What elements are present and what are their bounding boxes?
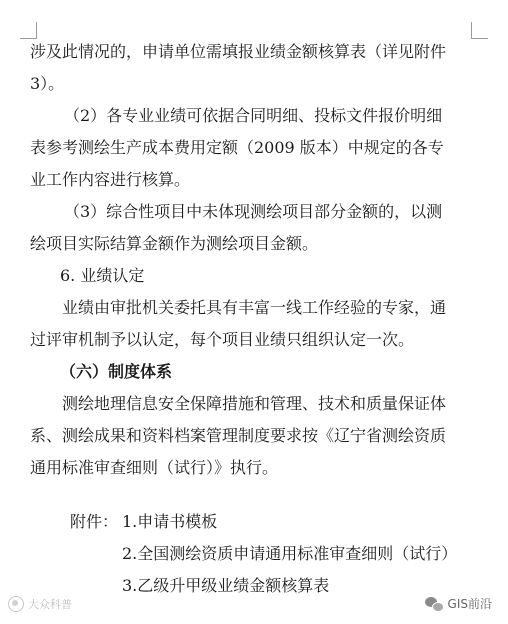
- text-line: 绘项目实际结算金额作为测绘项目金额。: [30, 234, 319, 253]
- page-corner-mark-left: [20, 22, 37, 39]
- text-line: 过评审机制予以认定，每个项目业绩只组织认定一次。: [30, 330, 415, 349]
- text-line: 业绩由审批机关委托具有丰富一线工作经验的专家，通: [62, 298, 447, 317]
- attachment-item: 2.全国测绘资质申请通用标准审查细则（试行）: [122, 544, 458, 563]
- account-watermark: [425, 595, 492, 612]
- text-line: （2）各专业业绩可依据合同明细、投标文件报价明细: [64, 106, 443, 125]
- wechat-logo-icon: [425, 597, 443, 611]
- text-line: 业工作内容进行核算。: [30, 170, 191, 189]
- attachment-item: 1.申请书模板: [122, 512, 218, 531]
- weibo-logo-icon: [8, 596, 24, 612]
- source-watermark-text: 大众科普: [28, 598, 72, 611]
- attachment-item: 3.乙级升甲级业绩金额核算表: [122, 576, 330, 595]
- text-line: 通用标准审查细则（试行）》执行。: [30, 458, 279, 477]
- attachments-label: 附件：: [70, 512, 119, 531]
- account-watermark-text: GIS前沿: [447, 597, 492, 611]
- text-line: （3）综合性项目中未体现测绘项目部分金额的，以测: [64, 202, 443, 221]
- page-corner-mark-right: [471, 22, 488, 39]
- section-heading: 6. 业绩认定: [60, 266, 145, 285]
- text-line: 表参考测绘生产成本费用定额（2009 版本）中规定的各专: [30, 138, 444, 157]
- text-line: 系、测绘成果和资料档案管理制度要求按《辽宁省测绘资质: [30, 426, 447, 445]
- text-line: 3）。: [30, 74, 65, 93]
- text-line: 测绘地理信息安全保障措施和管理、技术和质量保证体: [62, 394, 447, 413]
- text-line: 涉及此情况的，申请单位需填报业绩金额核算表（详见附件: [30, 42, 447, 61]
- section-heading: （六）制度体系: [60, 362, 173, 381]
- source-watermark: [8, 596, 72, 612]
